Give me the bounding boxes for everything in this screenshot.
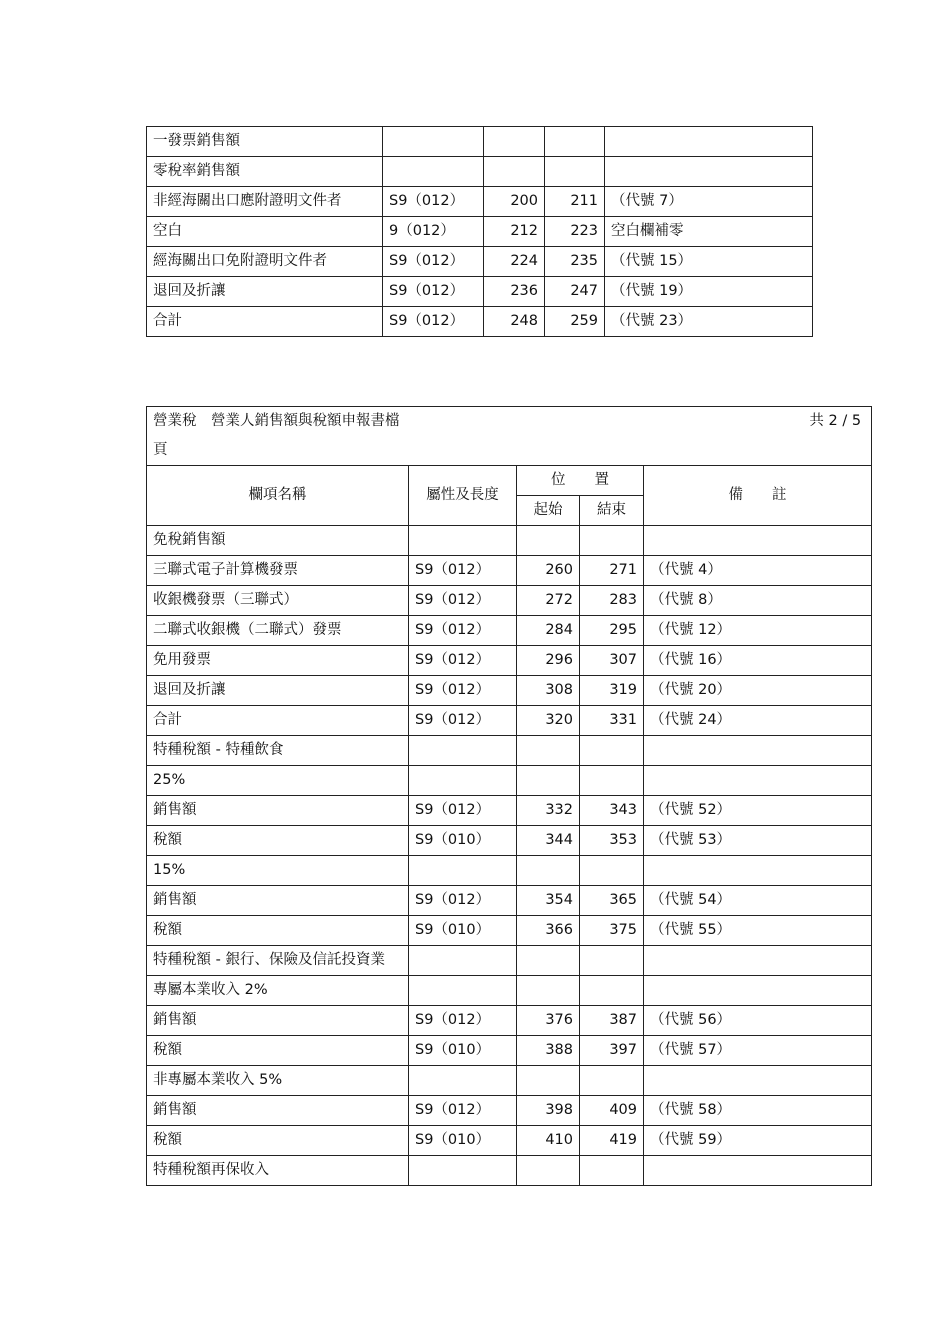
field-name-cell: 空白	[147, 217, 383, 247]
note-cell: （代號 20）	[644, 676, 872, 706]
start-position-cell: 236	[484, 277, 545, 307]
note-cell: （代號 54）	[644, 886, 872, 916]
note-cell	[605, 127, 813, 157]
end-position-cell	[580, 976, 644, 1006]
attribute-cell: S9（012）	[409, 586, 517, 616]
table-row	[147, 1036, 872, 1066]
table-row	[147, 826, 872, 856]
table-title-continued: 頁	[153, 442, 168, 458]
table-row	[147, 916, 872, 946]
table-row	[147, 1066, 872, 1096]
table-row	[147, 856, 872, 886]
attribute-cell	[409, 766, 517, 796]
field-name-cell: 三聯式電子計算機發票	[147, 556, 409, 586]
end-position-cell	[580, 736, 644, 766]
note-cell	[644, 1066, 872, 1096]
table-row	[147, 646, 872, 676]
end-position-cell: 283	[580, 586, 644, 616]
attribute-cell	[409, 946, 517, 976]
field-name-cell: 稅額	[147, 1126, 409, 1156]
field-name-cell: 特種稅額 - 特種飲食	[147, 736, 409, 766]
table-row	[147, 676, 872, 706]
field-name-cell: 銷售額	[147, 796, 409, 826]
header-field-name: 欄項名稱	[147, 466, 409, 526]
note-cell: （代號 4）	[644, 556, 872, 586]
attribute-cell	[409, 526, 517, 556]
table-row	[147, 157, 813, 187]
end-position-cell: 397	[580, 1036, 644, 1066]
field-name-cell: 銷售額	[147, 886, 409, 916]
end-position-cell	[545, 157, 605, 187]
end-position-cell: 387	[580, 1006, 644, 1036]
table-row	[147, 1096, 872, 1126]
start-position-cell: 224	[484, 247, 545, 277]
note-cell	[644, 976, 872, 1006]
start-position-cell: 272	[517, 586, 580, 616]
start-position-cell: 388	[517, 1036, 580, 1066]
attribute-cell	[383, 127, 484, 157]
start-position-cell: 320	[517, 706, 580, 736]
end-position-cell: 331	[580, 706, 644, 736]
end-position-cell	[580, 1066, 644, 1096]
end-position-cell: 375	[580, 916, 644, 946]
attribute-cell: S9（010）	[409, 916, 517, 946]
note-cell: （代號 16）	[644, 646, 872, 676]
table-row	[147, 886, 872, 916]
note-cell	[644, 526, 872, 556]
table-row	[147, 706, 872, 736]
table-row	[147, 127, 813, 157]
start-position-cell: 332	[517, 796, 580, 826]
page-info: 共 2 / 5	[809, 413, 862, 429]
end-position-cell	[580, 526, 644, 556]
end-position-cell	[580, 856, 644, 886]
note-cell	[644, 766, 872, 796]
end-position-cell: 271	[580, 556, 644, 586]
start-position-cell	[517, 976, 580, 1006]
attribute-cell	[409, 976, 517, 1006]
table-row	[147, 217, 813, 247]
field-table-1-body	[147, 127, 813, 337]
end-position-cell: 365	[580, 886, 644, 916]
field-name-cell: 免稅銷售額	[147, 526, 409, 556]
table-title: 營業稅 營業人銷售額與稅額申報書檔	[153, 413, 400, 429]
field-name-cell: 退回及折讓	[147, 277, 383, 307]
start-position-cell	[517, 1156, 580, 1186]
attribute-cell: S9（010）	[409, 1036, 517, 1066]
field-name-cell: 免用發票	[147, 646, 409, 676]
start-position-cell: 354	[517, 886, 580, 916]
field-table-2-body	[147, 526, 872, 1186]
end-position-cell: 419	[580, 1126, 644, 1156]
header-end: 結束	[580, 496, 644, 526]
attribute-cell	[409, 1156, 517, 1186]
field-name-cell: 非經海關出口應附證明文件者	[147, 187, 383, 217]
note-cell: （代號 19）	[605, 277, 813, 307]
start-position-cell: 284	[517, 616, 580, 646]
end-position-cell: 307	[580, 646, 644, 676]
table-row	[147, 556, 872, 586]
table-row	[147, 976, 872, 1006]
start-position-cell: 296	[517, 646, 580, 676]
end-position-cell	[580, 1156, 644, 1186]
end-position-cell: 295	[580, 616, 644, 646]
note-cell: （代號 15）	[605, 247, 813, 277]
table-row	[147, 796, 872, 826]
end-position-cell: 409	[580, 1096, 644, 1126]
field-name-cell: 收銀機發票（三聯式）	[147, 586, 409, 616]
table-row	[147, 247, 813, 277]
note-cell	[644, 736, 872, 766]
attribute-cell	[409, 1066, 517, 1096]
start-position-cell	[517, 766, 580, 796]
attribute-cell: S9（012）	[409, 886, 517, 916]
attribute-cell: S9（012）	[409, 706, 517, 736]
table-row	[147, 616, 872, 646]
attribute-cell	[409, 736, 517, 766]
table-row	[147, 307, 813, 337]
attribute-cell: S9（012）	[409, 616, 517, 646]
attribute-cell: S9（012）	[383, 277, 484, 307]
field-name-cell: 合計	[147, 706, 409, 736]
field-name-cell: 零稅率銷售額	[147, 157, 383, 187]
end-position-cell: 353	[580, 826, 644, 856]
attribute-cell: S9（012）	[383, 307, 484, 337]
start-position-cell	[517, 526, 580, 556]
field-name-cell: 稅額	[147, 826, 409, 856]
note-cell: （代號 52）	[644, 796, 872, 826]
end-position-cell: 343	[580, 796, 644, 826]
attribute-cell	[409, 856, 517, 886]
note-cell: （代號 23）	[605, 307, 813, 337]
start-position-cell: 344	[517, 826, 580, 856]
start-position-cell: 212	[484, 217, 545, 247]
attribute-cell: S9（012）	[383, 247, 484, 277]
end-position-cell: 247	[545, 277, 605, 307]
attribute-cell: S9（012）	[409, 646, 517, 676]
field-name-cell: 退回及折讓	[147, 676, 409, 706]
note-cell: （代號 7）	[605, 187, 813, 217]
field-name-cell: 25%	[147, 766, 409, 796]
note-cell: （代號 24）	[644, 706, 872, 736]
field-name-cell: 特種稅額再保收入	[147, 1156, 409, 1186]
end-position-cell: 235	[545, 247, 605, 277]
note-cell	[644, 1156, 872, 1186]
start-position-cell: 376	[517, 1006, 580, 1036]
start-position-cell: 248	[484, 307, 545, 337]
attribute-cell: S9（010）	[409, 826, 517, 856]
field-table-2	[146, 406, 872, 1186]
field-name-cell: 稅額	[147, 1036, 409, 1066]
table-row	[147, 766, 872, 796]
header-note: 備 註	[644, 466, 872, 526]
end-position-cell: 319	[580, 676, 644, 706]
field-name-cell: 15%	[147, 856, 409, 886]
field-name-cell: 一發票銷售額	[147, 127, 383, 157]
field-name-cell: 稅額	[147, 916, 409, 946]
end-position-cell: 223	[545, 217, 605, 247]
end-position-cell	[580, 766, 644, 796]
start-position-cell	[484, 127, 545, 157]
field-name-cell: 經海關出口免附證明文件者	[147, 247, 383, 277]
start-position-cell: 200	[484, 187, 545, 217]
end-position-cell	[545, 127, 605, 157]
start-position-cell: 398	[517, 1096, 580, 1126]
note-cell: （代號 12）	[644, 616, 872, 646]
header-start: 起始	[517, 496, 580, 526]
table-row	[147, 736, 872, 766]
attribute-cell	[383, 157, 484, 187]
start-position-cell	[517, 946, 580, 976]
table-row	[147, 1156, 872, 1186]
attribute-cell: S9（012）	[409, 1096, 517, 1126]
field-name-cell: 專屬本業收入 2%	[147, 976, 409, 1006]
start-position-cell	[517, 856, 580, 886]
field-name-cell: 非專屬本業收入 5%	[147, 1066, 409, 1096]
attribute-cell: S9（012）	[409, 1006, 517, 1036]
note-cell: 空白欄補零	[605, 217, 813, 247]
header-attribute-length: 屬性及長度	[409, 466, 517, 526]
start-position-cell: 308	[517, 676, 580, 706]
note-cell: （代號 55）	[644, 916, 872, 946]
table-row	[147, 277, 813, 307]
end-position-cell: 211	[545, 187, 605, 217]
start-position-cell	[517, 736, 580, 766]
start-position-cell: 410	[517, 1126, 580, 1156]
end-position-cell: 259	[545, 307, 605, 337]
table-row	[147, 526, 872, 556]
field-name-cell: 二聯式收銀機（二聯式）發票	[147, 616, 409, 646]
table-row	[147, 187, 813, 217]
note-cell: （代號 56）	[644, 1006, 872, 1036]
note-cell: （代號 57）	[644, 1036, 872, 1066]
attribute-cell: S9（012）	[409, 556, 517, 586]
header-position: 位 置	[517, 466, 644, 496]
note-cell: （代號 59）	[644, 1126, 872, 1156]
note-cell	[644, 946, 872, 976]
table-row	[147, 946, 872, 976]
attribute-cell: S9（012）	[383, 187, 484, 217]
table-row	[147, 586, 872, 616]
attribute-cell: 9（012）	[383, 217, 484, 247]
field-name-cell: 銷售額	[147, 1006, 409, 1036]
table-row	[147, 1006, 872, 1036]
table-title-cell	[147, 407, 872, 466]
start-position-cell	[484, 157, 545, 187]
note-cell: （代號 58）	[644, 1096, 872, 1126]
field-name-cell: 合計	[147, 307, 383, 337]
attribute-cell: S9（012）	[409, 796, 517, 826]
note-cell	[605, 157, 813, 187]
start-position-cell	[517, 1066, 580, 1096]
note-cell	[644, 856, 872, 886]
field-table-1	[146, 126, 813, 337]
attribute-cell: S9（010）	[409, 1126, 517, 1156]
field-name-cell: 特種稅額 - 銀行、保險及信託投資業	[147, 946, 409, 976]
table-row	[147, 1126, 872, 1156]
note-cell: （代號 8）	[644, 586, 872, 616]
start-position-cell: 366	[517, 916, 580, 946]
end-position-cell	[580, 946, 644, 976]
note-cell: （代號 53）	[644, 826, 872, 856]
attribute-cell: S9（012）	[409, 676, 517, 706]
field-name-cell: 銷售額	[147, 1096, 409, 1126]
start-position-cell: 260	[517, 556, 580, 586]
